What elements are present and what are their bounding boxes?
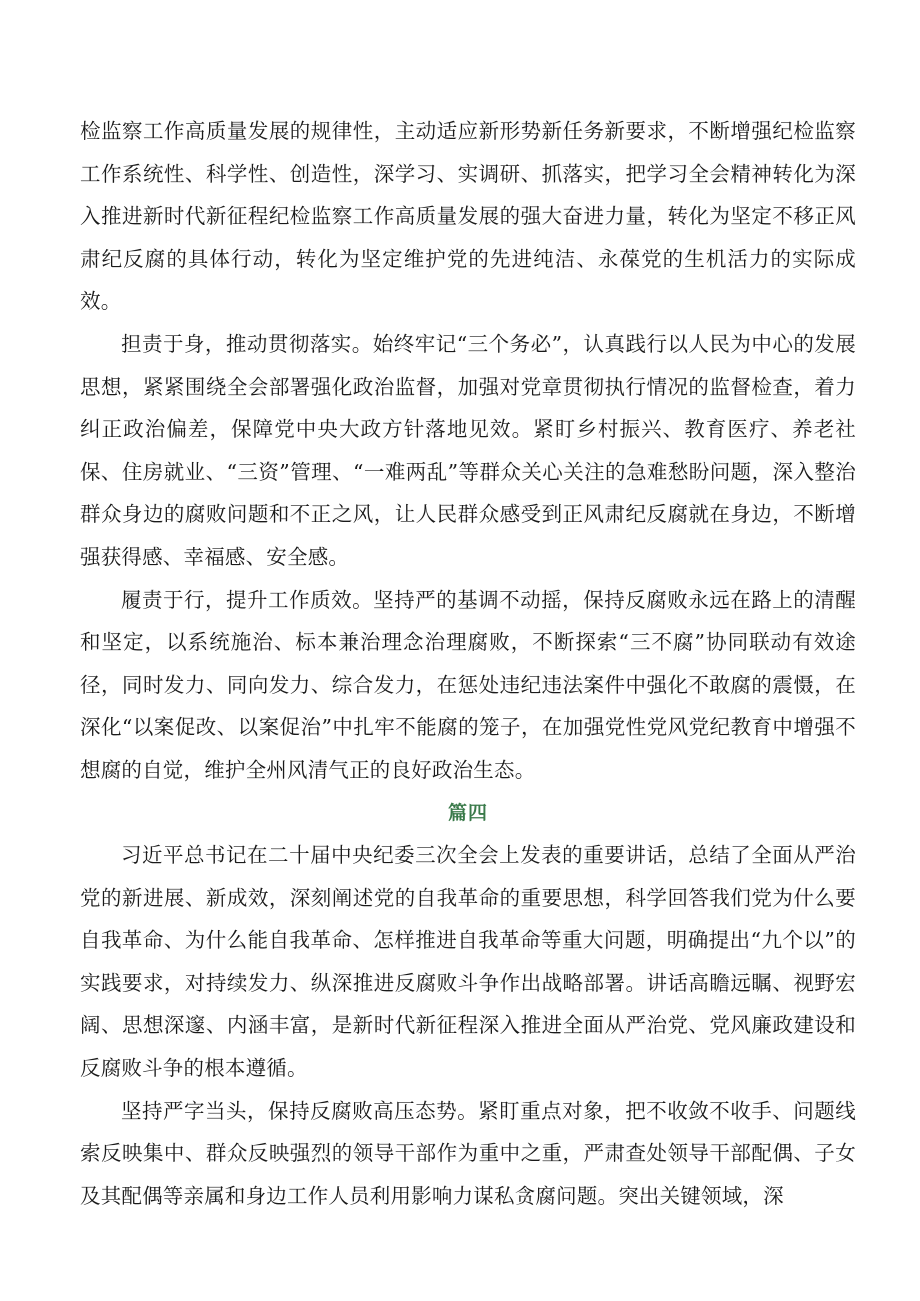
paragraph-performance: 履责于行，提升工作质效。坚持严的基调不动摇，保持反腐败永远在路上的清醒和坚定，以系统施治、标本兼治理念治理腐败，不断探索“三不腐”协同联动有效途径，同时发力、同向发力、综合发力，在惩处违纪违法案件中强化不敢腐的震慑，在深化“以案促改、以案促治”中扎牢不能腐的笼子，在加强党性党风党纪教育中增强不想腐的自觉，维护全州风清气正的良好政治生态。 xyxy=(80,587,856,782)
section-title: 篇四 xyxy=(447,801,488,824)
paragraph-responsibility: 担责于身，推动贯彻落实。始终牢记“三个务必”，认真践行以人民为中心的发展思想，紧紧围绕全会部署强化政治监督，加强对党章贯彻执行情况的监督检查，着力纠正政治偏差，保障党中央大政方针落地见效。紧盯乡村振兴、教育医疗、养老社保、住房就业、“三资”管理、“一难两乱”等群众关心关注的急难愁盼问题，深入整治群众身边的腐败问题和不正之风，让人民群众感受到正风肃纪反腐就在身边，不断增强获得感、幸福感、安全感。 xyxy=(80,331,856,569)
paragraph-continuation: 检监察工作高质量发展的规律性，主动适应新形势新任务新要求，不断增强纪检监察工作系统性、科学性、创造性，深学习、实调研、抓落实，把学习全会精神转化为深入推进新时代新征程纪检监察工作高质量发展的强大奋进力量，转化为坚定不移正风肃纪反腐的具体行动，转化为坚定维护党的先进纯洁、永葆党的生机活力的实际成效。 xyxy=(80,119,856,314)
paragraph-strict-anti-corruption: 坚持严字当头，保持反腐败高压态势。紧盯重点对象，把不收敛不收手、问题线索反映集中、群众反映强烈的领导干部作为重中之重，严肃查处领导干部配偶、子女及其配偶等亲属和身边工作人员利用影响力谋私贪腐问题。突出关键领域，深 xyxy=(80,1098,856,1208)
paragraph-speech-summary: 习近平总书记在二十届中央纪委三次全会上发表的重要讲话，总结了全面从严治党的新进展、新成效，深刻阐述党的自我革命的重要思想，科学回答我们党为什么要自我革命、为什么能自我革命、怎样推进自我革命等重大问题，明确提出“九个以”的实践要求，对持续发力、纵深推进反腐败斗争作出战略部署。讲话高瞻远瞩、视野宏阔、思想深邃、内涵丰富，是新时代新征程深入推进全面从严治党、党风廉政建设和反腐败斗争的根本遵循。 xyxy=(80,843,856,1081)
